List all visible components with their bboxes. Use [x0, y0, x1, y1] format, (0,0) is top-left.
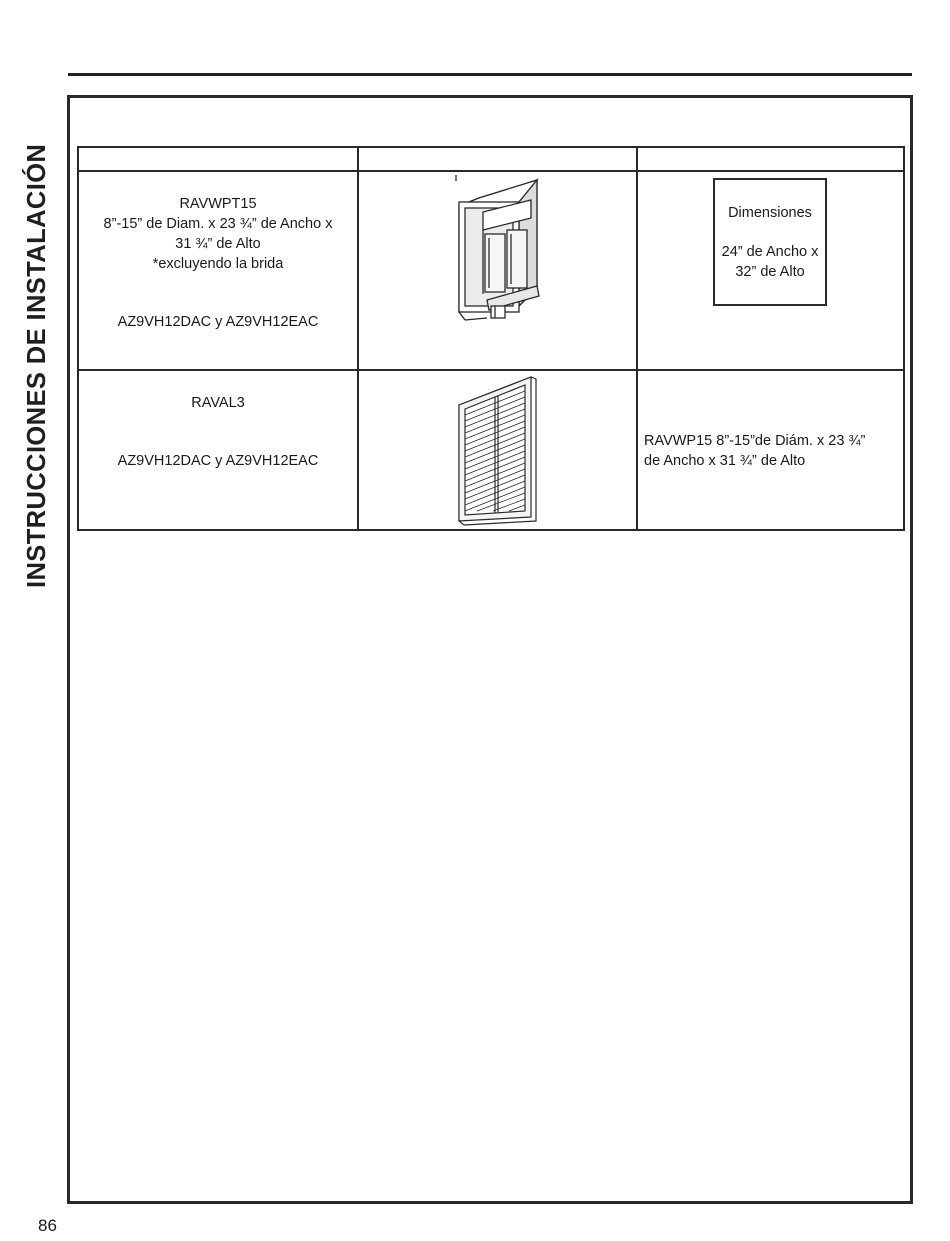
side-section-title: INSTRUCCIONES DE INSTALACIÓN: [23, 143, 51, 588]
compatible-models: AZ9VH12DAC y AZ9VH12EAC: [117, 452, 319, 469]
kit-size-line: 31 ¾” de Alto: [175, 236, 261, 253]
kit-code: RAVAL3: [191, 394, 245, 411]
note-line: de Ancho x 31 ¾” de Alto: [644, 452, 806, 469]
dimensions-line: 32” de Alto: [735, 264, 805, 281]
page-number: 86: [38, 1216, 57, 1235]
table-row: [78, 370, 904, 530]
wall-sleeve-icon: [359, 172, 638, 368]
dimensions-line: 24” de Ancho x: [721, 244, 819, 261]
header-cell: [637, 147, 904, 171]
dimensions-box: [713, 178, 827, 306]
kit-description-cell: [78, 171, 358, 370]
top-rule: [68, 73, 912, 76]
kit-note-line: *excluyendo la brida: [152, 256, 284, 273]
illustration-cell: [358, 370, 637, 530]
note-cell: [637, 370, 904, 530]
dimensions-cell: [637, 171, 904, 370]
kit-size-line: 8”-15” de Diam. x 23 ¾” de Ancho x: [103, 216, 333, 233]
note-line: RAVWP15 8”-15”de Diám. x 23 ¾”: [644, 432, 866, 449]
kit-code: RAVWPT15: [179, 196, 257, 213]
accessory-table: [77, 146, 905, 531]
kit-description-cell: [78, 370, 358, 530]
dimensions-title: Dimensiones: [728, 205, 812, 222]
illustration-cell: [358, 171, 637, 370]
louvered-grille-icon: [359, 371, 638, 529]
compatible-models: AZ9VH12DAC y AZ9VH12EAC: [117, 314, 319, 331]
header-cell: [78, 147, 358, 171]
table-header-row: [78, 147, 904, 171]
header-cell: [358, 147, 637, 171]
table-row: [78, 171, 904, 370]
